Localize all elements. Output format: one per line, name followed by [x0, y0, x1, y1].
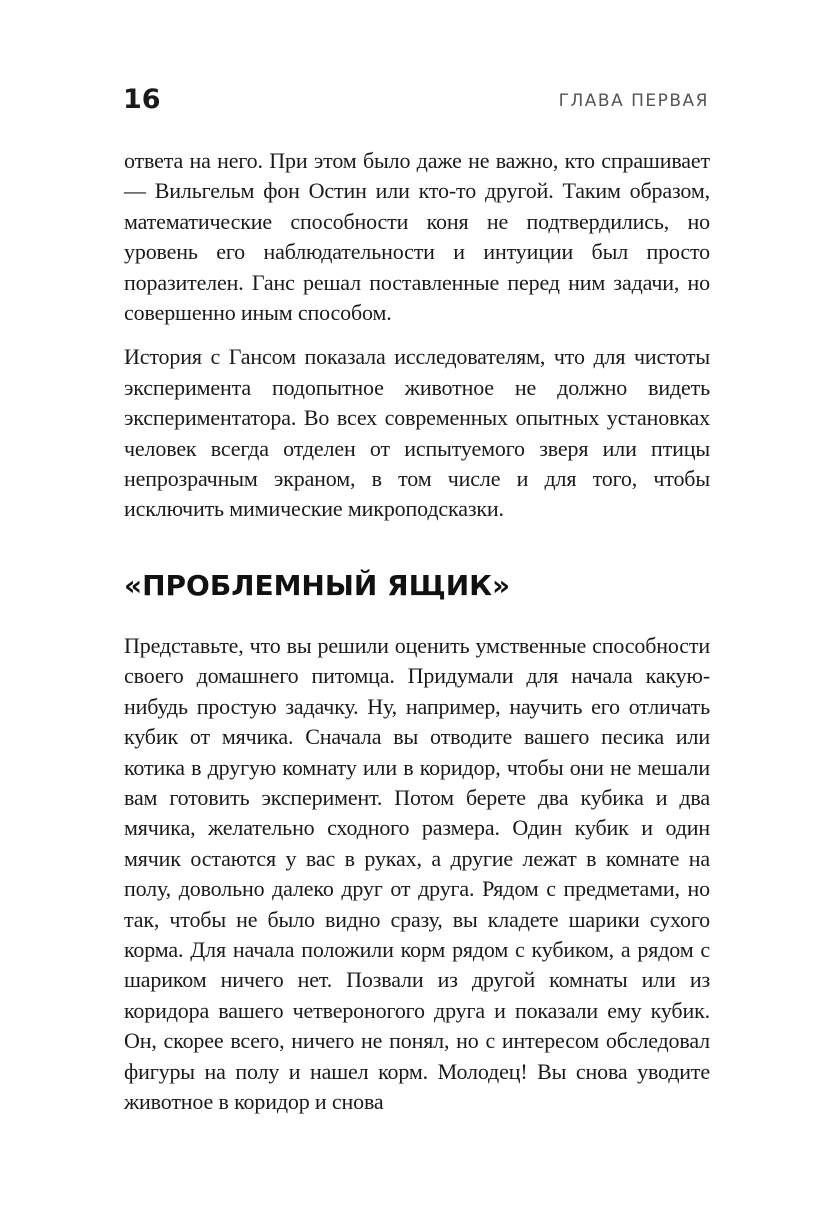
body-paragraph: ответа на него. При этом было даже не важно, кто спрашивает — Вильгельм фон Остин или кто-то другой. Таким образом, математические способности коня не подтвердились, но уровень его наблюдательности и интуиции был просто поразителен. Ганс решал поставленные перед ним задачи, но совершенно иным способом.	[124, 148, 710, 326]
page-number: 16	[123, 84, 161, 115]
chapter-title: ГЛАВА ПЕРВАЯ	[558, 91, 709, 111]
section-paragraph: Представьте, что вы решили оценить умственные способности своего домашнего питомца. Придумали для начала какую-нибудь простую задачку. Ну, например, научить его отличать кубик от мячика. Сначала вы отводите вашего песика или котика в другую комнату или в коридор, чтобы они не мешали вам готовить эксперимент. Потом берете два кубика и два мячика, желательно сходного размера. Один кубик и один мячик остаются у вас в руках, а другие лежат в комнате на полу, довольно далеко друг от друга. Рядом с предметами, но так, чтобы не было видно сразу, вы кладете шарики сухого корма. Для начала положили корм рядом с кубиком, а рядом с шариком ничего нет. Позвали из другой комнаты или из коридора вашего четвероногого друга и показали ему кубик. Он, скорее всего, ничего не понял, но с интересом обследовал фигуры на полу и нашел корм. Молодец! Вы снова уводите животное в коридор и снова	[124, 632, 710, 1114]
section-heading: «ПРОБЛЕМНЫЙ ЯЩИК»	[124, 568, 511, 602]
page-body	[124, 146, 710, 1117]
running-header	[123, 82, 709, 122]
body-paragraph: История с Гансом показала исследователям, что для чистоты эксперимента подопытное животное не должно видеть экспериментатора. Во всех современных опытных установках человек всегда отделен от испытуемого зверя или птицы непрозрачным экраном, в том числе и для того, чтобы исключить мимические микроподсказки.	[124, 344, 710, 522]
